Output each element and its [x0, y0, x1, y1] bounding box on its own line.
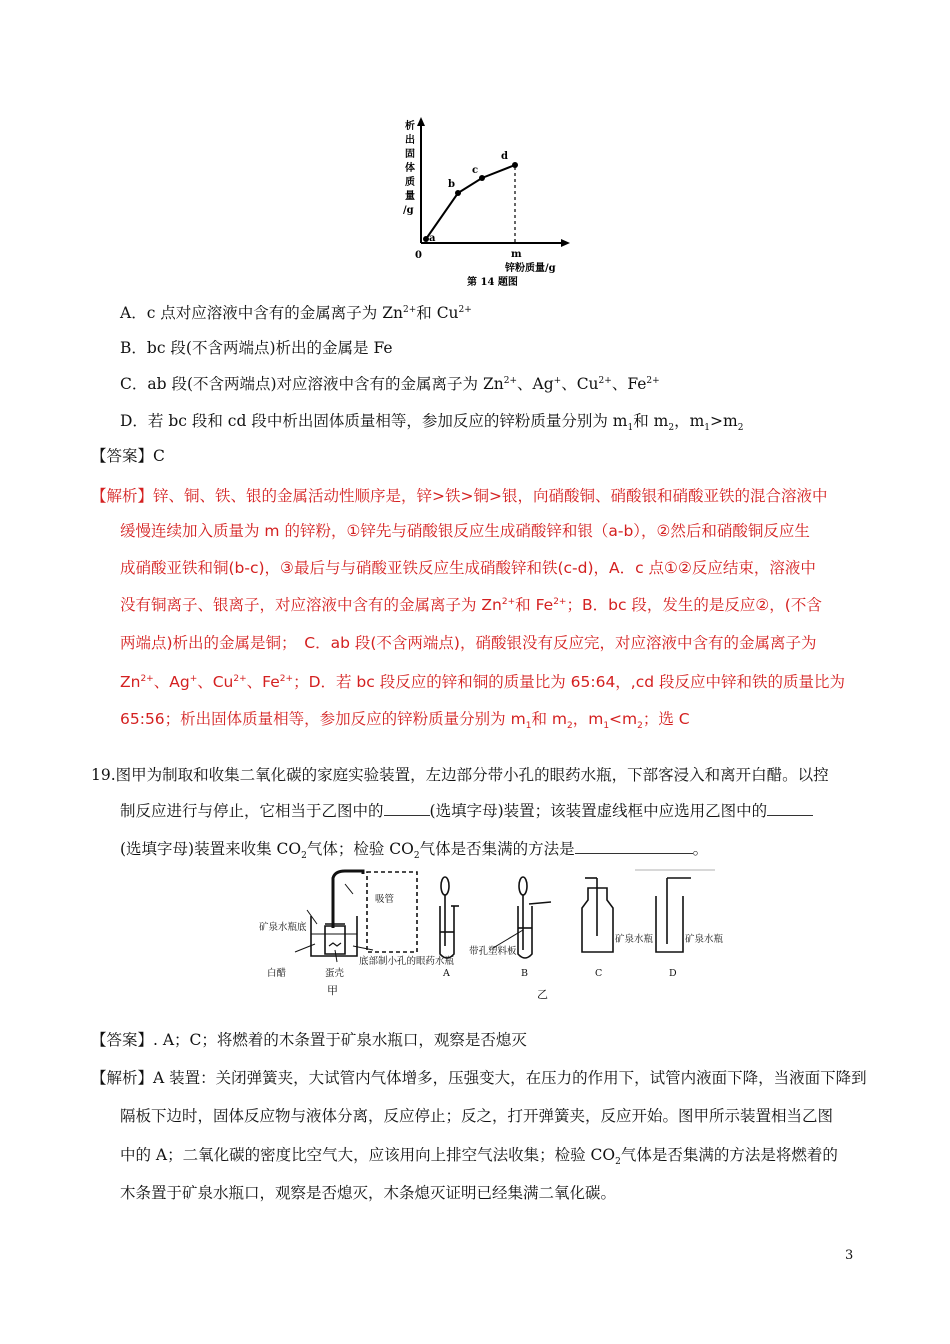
y-axis-label [403, 119, 415, 216]
q19-analysis-line-1: 【解析】A 装置：关闭弹簧夹，大试管内气体增多，压强变大，在压力的作用下，试管内液面下降，当液面下降到 [91, 1069, 867, 1087]
label-straw: 吸管 [375, 894, 395, 905]
origin-label: 0 [415, 250, 422, 261]
label-vinegar: 白醋 [267, 968, 287, 979]
bottle-d [656, 896, 683, 952]
label-a: a [429, 233, 436, 244]
option-a: A．c 点对应溶液中含有的金属离子为 $Zn^{2+}$和 $Cu^{2+}$ [120, 304, 472, 322]
label-yi: 乙 [537, 988, 548, 1001]
label-bottle-c: 矿泉水瓶 [615, 934, 654, 945]
q18-analysis-line-5: 两端点)析出的金属是铜； C．ab 段(不含两端点)，硝酸银没有反应完，对应溶液中含有的金属离子为 [120, 634, 817, 652]
q19-stem-line-1: 19.图甲为制取和收集二氧化碳的家庭实验装置，左边部分带小孔的眼药水瓶，下部客浸入和离开白醋。以控 [91, 766, 829, 784]
figure-caption: 第 14 题图 [467, 277, 518, 288]
label-shell: 蛋壳 [325, 968, 345, 979]
svg-text:质: 质 [405, 177, 415, 188]
funnel-a [441, 877, 449, 895]
q19-analysis-line-4: 木条置于矿泉水瓶口，观察是否熄灭，木条熄灭证明已经集满二氧化碳。 [120, 1184, 617, 1202]
label-a: A [443, 968, 450, 979]
option-b: B．bc 段(不含两端点)析出的金属是 Fe [120, 339, 393, 357]
svg-text:/g: /g [403, 205, 414, 216]
q18-analysis-line-7: 65:56；析出固体质量相等，参加反应的锌粉质量分别为 $m_1$和 $m_2$，$m_1<m_2$；选 C [120, 710, 690, 732]
funnel-b [519, 877, 527, 895]
option-c: C．ab 段(不含两端点)对应溶液中含有的金属离子为 $Zn^{2+}$、Ag+、$Cu^{2+}$、$Fe^{2+}$ [120, 375, 660, 393]
egg-shells [329, 943, 341, 946]
solid-mass-graph [395, 115, 575, 295]
label-bottle-d: 矿泉水瓶 [685, 934, 724, 945]
y-axis-arrow [417, 117, 425, 126]
blank-1[interactable] [384, 801, 430, 816]
apparatus-figure [255, 866, 725, 1006]
dashed-box [367, 872, 417, 952]
point-b [455, 190, 461, 196]
dropper-bottle [325, 926, 345, 954]
page-number: 3 [845, 1248, 854, 1263]
blank-2[interactable] [767, 801, 813, 816]
svg-text:析: 析 [405, 121, 415, 132]
q18-answer: 【答案】C [91, 447, 165, 465]
label-b: B [521, 968, 528, 979]
q18-analysis-line-3: 成硝酸亚铁和铜(b-c)，③最后与与硝酸亚铁反应生成硝酸锌和铁(c-d)，A．c 点①②反应结束，溶液中 [120, 559, 816, 577]
option-d: D．若 bc 段和 cd 段中析出固体质量相等，参加反应的锌粉质量分别为 $m_1$和 $m_2$，$m_1>m_2$ [120, 412, 744, 434]
mass-curve [426, 165, 515, 239]
q18-analysis-line-6: $Zn^{2+}$、Ag+、$Cu^{2+}$、$Fe^{2+}$；D．若 bc 段反应的锌和铜的质量比为 65:64，,cd 段反应中锌和铁的质量比为 [120, 673, 846, 691]
label-c: C [595, 968, 603, 979]
straw-tube [333, 871, 363, 928]
q18-analysis-line-2: 缓慢连续加入质量为 m 的锌粉，①锌先与硝酸银反应生成硝酸锌和银（a-b），②然后和硝酸铜反应生 [120, 522, 810, 540]
label-bottle-bottom: 矿泉水瓶底 [259, 922, 307, 933]
point-c [479, 175, 485, 181]
q18-analysis-line-4: 没有铜离子、银离子，对应溶液中含有的金属离子为 $Zn^{2+}$和 $Fe^{2+}$；B．bc 段，发生的是反应②，(不含 [120, 596, 822, 614]
q18-analysis-line-1: 【解析】锌、铜、铁、银的金属活动性顺序是，锌>铁>铜>银，向硝酸铜、硝酸银和硝酸亚铁的混合溶液中 [91, 487, 828, 505]
x-axis-label: 锌粉质量/g [505, 263, 556, 274]
svg-text:出: 出 [405, 135, 415, 146]
svg-text:量: 量 [405, 191, 415, 202]
label-c: c [472, 165, 479, 176]
label-d: d [501, 151, 508, 162]
svg-text:体: 体 [405, 163, 415, 174]
m-label: m [511, 249, 522, 260]
label-plate: 带孔塑料板 [469, 946, 517, 957]
q19-analysis-line-2: 隔板下边时，固体反应物与液体分离，反应停止；反之，打开弹簧夹，反应开始。图甲所示装置相当乙图 [120, 1107, 834, 1125]
q19-answer: 【答案】. A；C；将燃着的木条置于矿泉水瓶口，观察是否熄灭 [91, 1031, 527, 1049]
q19-analysis-line-3: 中的 A；二氧化碳的密度比空气大，应该用向上排空气法收集；检验 $CO_2$气体是否集满的方法是将燃着的 [120, 1146, 838, 1168]
label-d: D [669, 968, 677, 979]
q19-stem-line-2: 制反应进行与停止，它相当于乙图中的 (选填字母)装置；该装置虚线框中应选用乙图中的 [120, 801, 813, 821]
blank-3[interactable] [575, 839, 693, 854]
svg-text:固: 固 [405, 149, 415, 160]
label-dropper: 底部制小孔的眼药水瓶 [359, 956, 455, 967]
q19-stem-line-3: (选填字母)装置来收集 $CO_2$气体；检验 $CO_2$气体是否集满的方法是 。 [120, 840, 709, 862]
label-b: b [448, 179, 455, 190]
label-jia: 甲 [327, 984, 338, 997]
x-axis-arrow [561, 239, 570, 247]
